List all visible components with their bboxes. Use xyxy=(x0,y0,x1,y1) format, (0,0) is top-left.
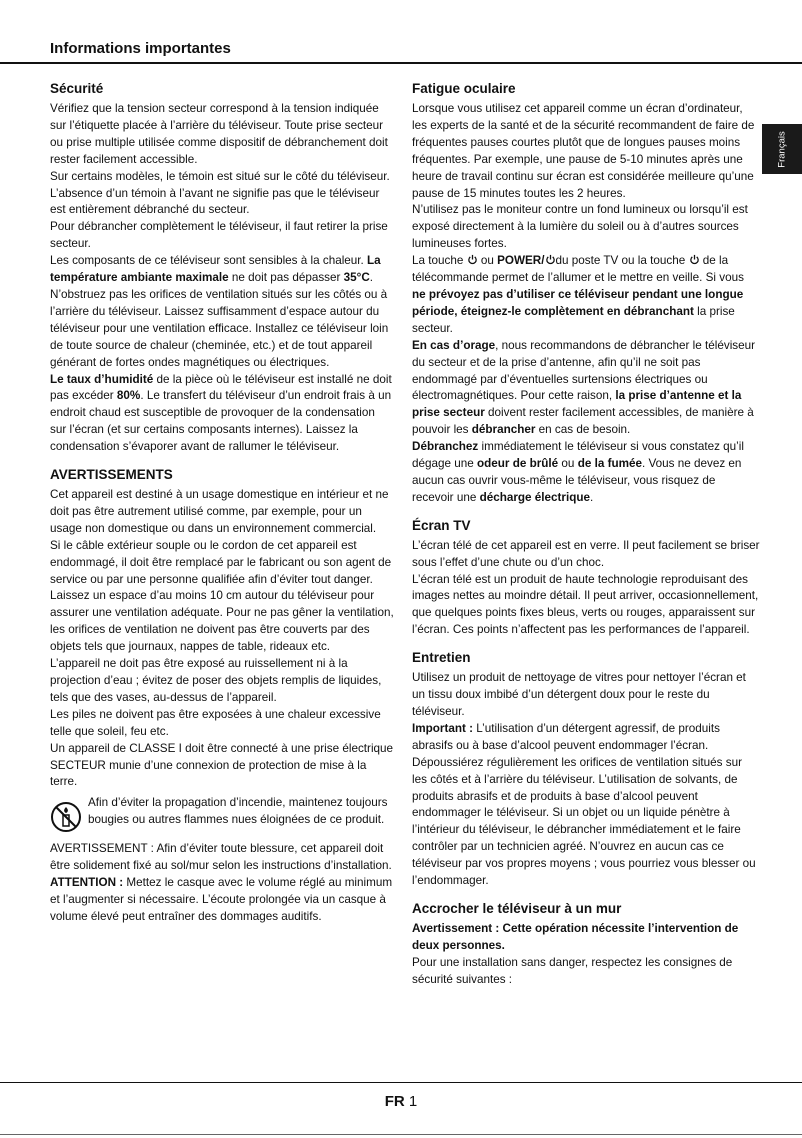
paragraph: Dépoussiérez régulièrement les orifices de ventilation situés sur les côtés et à l’arrière du téléviseur. L’utilisation de solvants, de produits abrasifs et de produits à base d’alcool peuvent endommager le téléviseur. Si un objet ou un liquide pénètre à l’intérieur du téléviseur, le débrancher immédiatement et le faire contrôler par un technicien agréé. N’ouvrez en aucun cas ce téléviseur par vos propres moyens ; vous pourriez vous blesser ou l’endommager. xyxy=(412,755,756,888)
language-code: FR xyxy=(384,1093,405,1110)
paragraph: La touche ou POWER/ du poste TV ou la touche de la télécommande permet de l’allumer et le mettre en veille. Si vous ne prévoyez pas d’utiliser ce téléviseur pendant une longue période, éteignez-le complètement en débranchant la prise secteur. xyxy=(412,254,744,335)
left-column xyxy=(50,80,394,926)
paragraph: Laissez un espace d’au moins 10 cm autour du téléviseur pour assurer une ventilation adéquate. Pour ne pas gêner la ventilation, les orifices de ventilation ne doivent pas être couverts par des objets tels que journaux, nappes de table, rideaux etc. xyxy=(50,589,394,654)
right-column xyxy=(412,80,760,989)
wall-mount-warning: Avertissement : Cette opération nécessite l’intervention de deux personnes. xyxy=(412,921,739,952)
paragraph: L’écran télé est un produit de haute technologie reproduisant des images nettes au moindre détail. Il peut arriver, occasionnellement, que quelques points fixes bleus, verts ou rouges, apparaissent sur l’écran. Ces points n’affectent pas les performances de l’appareil. xyxy=(412,572,759,637)
section-title-avertissements: AVERTISSEMENTS xyxy=(50,467,173,483)
fire-warning xyxy=(50,795,394,833)
paragraph: Débranchez immédiatement le téléviseur si vous constatez qu’il dégage une odeur de brûlé ou de la fumée. Vous ne devez en aucun cas ouvrir vous-même le téléviseur, vous risquez de recevoir une décharge électrique. xyxy=(412,440,744,504)
paragraph: L’appareil ne doit pas être exposé au ruissellement ni à la projection d’eau ; évitez de poser des objets remplis de liquides, tels que des vases, au-dessus de l’appareil. xyxy=(50,657,382,704)
page-header: Informations importantes xyxy=(50,40,231,57)
section-title-ecran: Écran TV xyxy=(412,517,471,533)
paragraph: Les composants de ce téléviseur sont sensibles à la chaleur. La température ambiante maximale ne doit pas dépasser 35°C. N’obstruez pas les orifices de ventilation situés sur les côtés ou à l’arrière du téléviseur. Laissez suffisamment d’espace autour du téléviseur pour une ventilation efficace. Installez ce téléviseur loin de toute source de chaleur (cheminée, etc.) et de tout appareil générant de fortes ondes magnétiques ou électriques. xyxy=(50,254,389,369)
language-tab xyxy=(762,124,802,174)
power-icon xyxy=(689,254,700,265)
paragraph: Les piles ne doivent pas être exposées à une chaleur excessive telle que soleil, feu etc. xyxy=(50,707,381,738)
paragraph: Lorsque vous utilisez cet appareil comme un écran d’ordinateur, les experts de la santé et de la sécurité recommandent de faire de fréquentes pauses courtes plutôt que de longues pauses moins fréquentes. Par exemple, une pause de 5-10 minutes après une heure de travail continu sur écran est considérée meilleure qu’une pause de 15 minutes toutes les 2 heures. xyxy=(412,102,755,200)
paragraph: Un appareil de CLASSE I doit être connecté à une prise électrique SECTEUR munie d’une connexion de protection de mise à la terre. xyxy=(50,741,394,789)
section-title-accrocher: Accrocher le téléviseur à un mur xyxy=(412,900,622,916)
page-number: 1 xyxy=(408,1093,418,1110)
language-tab-label: Français xyxy=(776,130,788,168)
paragraph: ATTENTION : Mettez le casque avec le volume réglé au minimum et l’augmenter si nécessaire. L’écoute prolongée via un casque à volume élevé peut entraîner des dommages auditifs. xyxy=(50,876,393,923)
paragraph: Cet appareil est destiné à un usage domestique en intérieur et ne doit pas être autrement utilisé comme, par exemple, pour un usage non domestique ou dans un environnement commercial. xyxy=(50,488,389,535)
paragraph: Si le câble extérieur souple ou le cordon de cet appareil est endommagé, il doit être remplacé par le fabricant ou son agent de service ou par une personne qualifiée afin d’éviter tout danger. xyxy=(50,538,392,586)
paragraph: Le taux d’humidité de la pièce où le téléviseur est installé ne doit pas excéder 80%. Le transfert du téléviseur d’un endroit frais à un endroit chaud est susceptible de provoquer de la condensation sur l’écran (et sur certains composants internes). Laissez la condensation s’évaporer avant de rallumer le téléviseur. xyxy=(50,372,392,454)
paragraph: Pour une installation sans danger, respectez les consignes de sécurité suivantes : xyxy=(412,955,733,986)
power-icon xyxy=(467,254,478,265)
paragraph: Pour débrancher complètement le téléviseur, il faut retirer la prise secteur. xyxy=(50,220,388,251)
fire-warning-text: Afin d’éviter la propagation d’incendie, maintenez toujours bougies ou autres flammes nues éloignées de ce produit. xyxy=(88,796,388,827)
paragraph: Important : L’utilisation d’un détergent agressif, de produits abrasifs ou à base d’alcool peuvent endommager l’écran. xyxy=(412,721,720,752)
page-footer xyxy=(0,1093,802,1110)
section-title-fatigue: Fatigue oculaire xyxy=(412,81,516,96)
power-icon xyxy=(545,254,556,265)
section-title-entretien: Entretien xyxy=(412,650,471,666)
paragraph: AVERTISSEMENT : Afin d’éviter toute blessure, cet appareil doit être solidement fixé au sol/mur selon les instructions d’installation. xyxy=(50,842,392,873)
paragraph: L’écran télé de cet appareil est en verre. Il peut facilement se briser sous l’effet d’une chute ou d’un choc. xyxy=(412,538,760,569)
section-title-securite: Sécurité xyxy=(50,81,104,96)
no-open-flame-icon xyxy=(50,801,82,833)
header-rule xyxy=(0,62,802,64)
footer-rule xyxy=(0,1082,802,1083)
paragraph: Sur certains modèles, le témoin est situé sur le côté du téléviseur. L’absence d’un témoin à l’avant ne signifie pas que le téléviseur est entièrement débranché du secteur. xyxy=(50,169,390,217)
paragraph: En cas d’orage, nous recommandons de débrancher le téléviseur du secteur et de la prise d’antenne, afin qu’il ne soit pas endommagé par d’éventuelles surtensions électriques ou électromagnétiques. Pour cette raison, la prise d’antenne et la prise secteur doivent rester facilement accessibles, de manière à pouvoir les débrancher en cas de besoin. xyxy=(412,338,756,437)
paragraph: N’utilisez pas le moniteur contre un fond lumineux ou lorsqu’il est exposé directement à la lumière du soleil ou à d’autres sources lumineuses fortes. xyxy=(412,203,748,251)
paragraph: Vérifiez que la tension secteur correspond à la tension indiquée sur l’étiquette placée à l’arrière du téléviseur. Toute prise secteur ou prise multiple utilisée comme dispositif de débranchement doit rester facilement accessible. xyxy=(50,102,388,166)
paragraph: Utilisez un produit de nettoyage de vitres pour nettoyer l’écran et un tissu doux imbibé d’un détergent doux pour le reste du téléviseur. xyxy=(412,671,746,718)
page-edge-rule xyxy=(0,1134,802,1135)
